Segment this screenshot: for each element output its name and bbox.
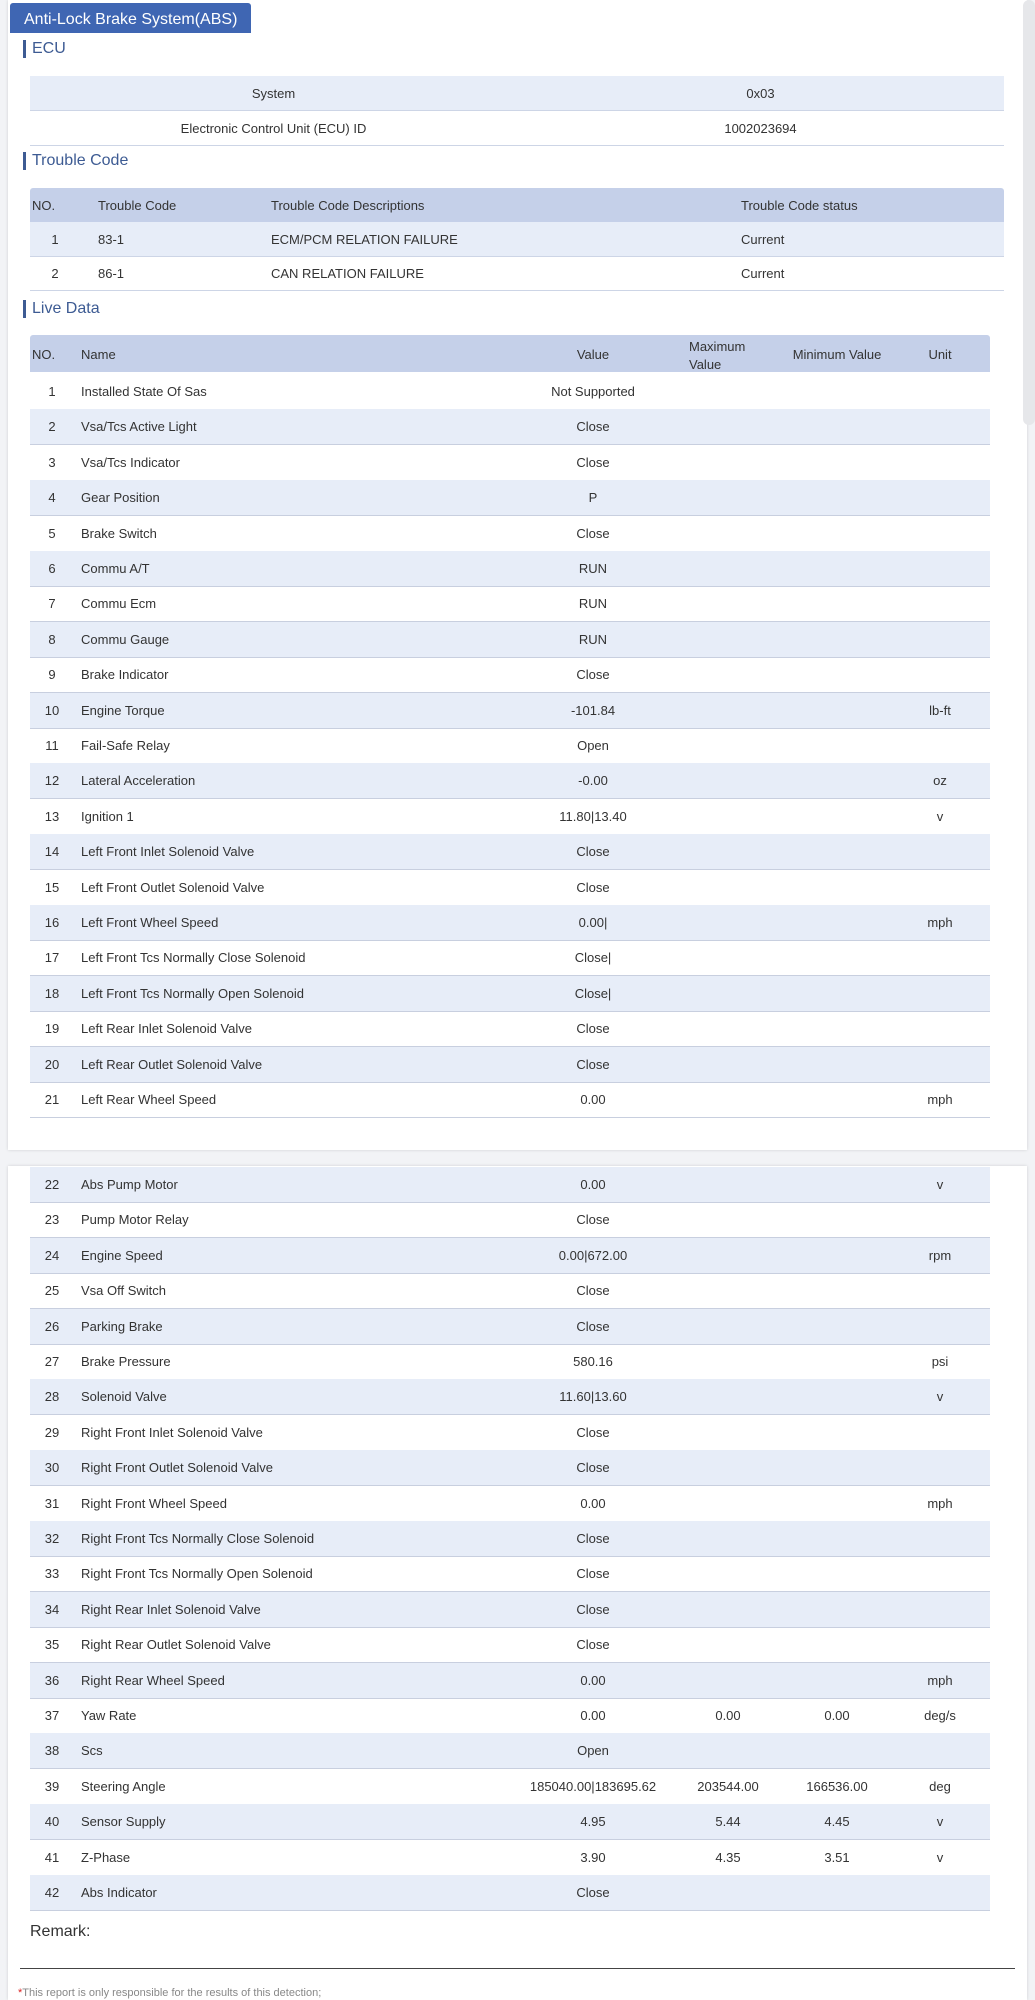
trouble-code-status: Current (741, 232, 785, 247)
live-data-unit: mph (927, 915, 953, 930)
live-data-no: 25 (44, 1283, 60, 1299)
live-data-no: 19 (44, 1021, 60, 1037)
live-data-row (30, 1698, 990, 1734)
live-data-row (30, 1592, 990, 1628)
live-data-name: Engine Torque (81, 702, 165, 718)
live-data-unit: mph (927, 1672, 953, 1688)
live-data-unit: oz (933, 773, 947, 789)
live-data-name: Vsa/Tcs Active Light (81, 419, 197, 435)
live-data-unit: deg/s (924, 1708, 956, 1723)
live-data-no: 9 (48, 667, 56, 683)
live-data-header (30, 335, 990, 372)
ecu-row (30, 76, 1004, 111)
live-data-value: 0.00| (578, 915, 608, 930)
live-data-unit: v (936, 808, 944, 824)
live-data-value: 0.00 (580, 1092, 606, 1107)
header-name: Name (81, 347, 116, 362)
live-data-no: 14 (44, 844, 60, 860)
live-data-no: 37 (44, 1708, 60, 1723)
live-data-no: 42 (44, 1885, 60, 1900)
footnote (18, 1987, 321, 1999)
live-data-value: P (588, 490, 598, 506)
trouble-code-header (30, 188, 1004, 222)
live-data-no: 6 (48, 561, 56, 576)
remark-label: Remark: (30, 1923, 91, 1940)
live-data-no: 12 (44, 773, 60, 789)
live-data-value: RUN (578, 596, 608, 612)
live-data-row (30, 728, 990, 764)
remark-divider (20, 1968, 1015, 1969)
live-data-no: 2 (48, 419, 56, 435)
live-data-row (30, 1082, 990, 1118)
live-data-name: Right Front Tcs Normally Open Solenoid (81, 1566, 313, 1582)
header-trouble-code-descriptions: Trouble Code Descriptions (271, 198, 425, 213)
live-data-row (30, 586, 990, 622)
live-data-value: Close (576, 1460, 610, 1476)
live-data-no: 24 (44, 1247, 60, 1263)
header-value: Value (576, 347, 610, 362)
live-data-no: 18 (44, 985, 60, 1001)
live-data-value: RUN (578, 631, 608, 647)
live-data-name: Right Front Wheel Speed (81, 1495, 227, 1511)
live-data-value: Close (576, 1283, 610, 1299)
live-data-name: Sensor Supply (81, 1814, 166, 1830)
live-data-name: Installed State Of Sas (81, 384, 207, 399)
live-data-row (30, 480, 990, 516)
live-data-row (30, 1486, 990, 1522)
live-data-name: Left Front Outlet Solenoid Valve (81, 879, 265, 895)
live-data-value: 0.00 (580, 1708, 606, 1723)
live-data-name: Parking Brake (81, 1318, 163, 1334)
live-data-name: Left Front Tcs Normally Open Solenoid (81, 985, 305, 1001)
live-data-row (30, 622, 990, 658)
live-data-row (30, 940, 990, 976)
live-data-max: 0.00 (715, 1708, 741, 1723)
live-data-no: 34 (44, 1601, 60, 1617)
ecu-label: Electronic Control Unit (ECU) ID (180, 121, 367, 136)
live-data-name: Commu A/T (81, 561, 150, 576)
live-data-name: Engine Speed (81, 1247, 163, 1263)
live-data-unit: psi (931, 1354, 949, 1369)
live-data-row (30, 1273, 990, 1309)
live-data-no: 32 (44, 1531, 60, 1546)
live-data-row (30, 1769, 990, 1805)
live-data-min: 0.00 (824, 1708, 850, 1723)
live-data-row (30, 1875, 990, 1911)
live-data-no: 33 (44, 1566, 60, 1582)
trouble-code-status: Current (741, 266, 785, 281)
trouble-code-id: 83-1 (98, 232, 125, 247)
live-data-no: 17 (44, 950, 60, 966)
live-data-no: 28 (44, 1389, 60, 1405)
live-data-row (30, 657, 990, 693)
live-data-row (30, 374, 990, 410)
live-data-unit: mph (927, 1092, 953, 1107)
live-data-value: -101.84 (570, 702, 616, 718)
live-data-no: 7 (48, 596, 56, 612)
live-data-no: 20 (44, 1056, 60, 1072)
live-data-no: 21 (44, 1092, 60, 1107)
header-no: NO. (32, 198, 56, 213)
live-data-name: Brake Indicator (81, 667, 169, 683)
live-data-row (30, 799, 990, 835)
live-data-no: 16 (44, 915, 60, 930)
live-data-value: Close (576, 1318, 610, 1334)
live-data-row (30, 1379, 990, 1415)
live-data-value: Close| (574, 950, 612, 966)
live-data-row (30, 763, 990, 799)
live-data-name: Left Front Wheel Speed (81, 915, 219, 930)
live-data-name: Commu Ecm (81, 596, 157, 612)
live-data-min: 3.51 (824, 1849, 850, 1865)
live-data-value: 0.00 (580, 1177, 606, 1192)
trouble-code-row (30, 222, 1004, 257)
ecu-row (30, 111, 1004, 146)
live-data-row (30, 1840, 990, 1876)
live-data-unit: lb-ft (929, 702, 951, 718)
live-data-max: 203544.00 (697, 1778, 759, 1794)
live-data-no: 23 (44, 1212, 60, 1228)
live-data-unit: v (936, 1814, 944, 1830)
live-data-value: Close (576, 1885, 610, 1900)
live-data-row (30, 1309, 990, 1345)
live-data-no: 4 (48, 490, 56, 506)
live-data-unit: deg (929, 1778, 951, 1794)
live-data-value: 0.00|672.00 (558, 1247, 628, 1263)
live-data-unit: v (936, 1177, 944, 1192)
live-data-row (30, 1521, 990, 1557)
live-data-no: 11 (45, 738, 59, 753)
live-data-value: Close (576, 1566, 610, 1582)
trouble-code-row (30, 256, 1004, 291)
live-data-value: Open (577, 1743, 609, 1759)
live-data-name: Vsa/Tcs Indicator (81, 454, 180, 470)
live-data-name: Lateral Acceleration (81, 773, 196, 789)
live-data-row (30, 1415, 990, 1451)
live-data-value: -0.00 (578, 773, 608, 789)
live-data-value: Close (576, 454, 610, 470)
live-data-no: 15 (44, 879, 60, 895)
live-data-no: 36 (44, 1672, 60, 1688)
header-trouble-code-status: Trouble Code status (741, 198, 858, 213)
live-data-unit: v (936, 1389, 944, 1405)
live-data-value: 4.95 (580, 1814, 606, 1830)
section-title-ecu: ECU (23, 40, 66, 58)
live-data-row (30, 1047, 990, 1083)
live-data-value: Open (577, 738, 609, 753)
live-data-row (30, 834, 990, 870)
header-unit: Unit (928, 347, 952, 362)
live-data-value: 3.90 (580, 1849, 606, 1865)
live-data-value: Close (576, 1056, 610, 1072)
live-data-no: 3 (48, 454, 56, 470)
live-data-value: Close (576, 1531, 610, 1546)
trouble-code-no: 2 (51, 266, 59, 281)
live-data-no: 13 (44, 808, 60, 824)
live-data-name: Yaw Rate (81, 1708, 137, 1723)
live-data-row (30, 693, 990, 729)
live-data-unit: mph (927, 1495, 953, 1511)
live-data-value: 11.60|13.60 (559, 1389, 627, 1405)
live-data-row (30, 1804, 990, 1840)
live-data-no: 31 (44, 1495, 60, 1511)
live-data-value: Close (576, 879, 610, 895)
live-data-value: Close (576, 1637, 610, 1653)
live-data-row (30, 516, 990, 552)
live-data-row (30, 1202, 990, 1238)
footnote-text: This report is only responsible for the results of this detection; (22, 1987, 322, 1999)
live-data-name: Vsa Off Switch (81, 1283, 167, 1299)
report-title: Anti-Lock Brake System(ABS) (10, 3, 251, 33)
live-data-name: Commu Gauge (81, 631, 170, 647)
live-data-no: 35 (44, 1637, 60, 1653)
live-data-name: Left Rear Inlet Solenoid Valve (81, 1021, 253, 1037)
live-data-no: 29 (44, 1424, 60, 1440)
live-data-min: 166536.00 (806, 1778, 868, 1794)
ecu-label: System (251, 86, 296, 101)
header-maximum-value: Maximum Value (689, 339, 746, 372)
trouble-code-description: CAN RELATION FAILURE (271, 266, 424, 281)
header-minimum-value: Minimum Value (792, 347, 882, 362)
live-data-name: Solenoid Valve (81, 1389, 167, 1405)
live-data-row (30, 1011, 990, 1047)
live-data-value: Close (576, 525, 610, 541)
live-data-value: Close (576, 1424, 610, 1440)
live-data-value: Close (576, 667, 610, 683)
live-data-value: Not Supported (551, 384, 635, 399)
header-trouble-code: Trouble Code (98, 198, 177, 213)
live-data-row (30, 1450, 990, 1486)
live-data-no: 26 (44, 1318, 60, 1334)
live-data-value: 580.16 (573, 1354, 613, 1369)
ecu-value: 0x03 (746, 86, 775, 101)
live-data-no: 22 (44, 1177, 60, 1192)
live-data-no: 38 (44, 1743, 60, 1759)
live-data-name: Right Rear Wheel Speed (81, 1672, 225, 1688)
asterisk-icon: * (18, 1987, 23, 1999)
live-data-name: Pump Motor Relay (81, 1212, 189, 1228)
live-data-no: 30 (44, 1460, 60, 1476)
live-data-name: Steering Angle (81, 1778, 166, 1794)
live-data-name: Left Front Inlet Solenoid Valve (81, 844, 255, 860)
live-data-name: Z-Phase (81, 1849, 131, 1865)
live-data-name: Right Front Tcs Normally Close Solenoid (81, 1531, 315, 1546)
live-data-row (30, 1344, 990, 1380)
trouble-code-description: ECM/PCM RELATION FAILURE (271, 232, 458, 247)
live-data-name: Left Rear Outlet Solenoid Valve (81, 1056, 263, 1072)
live-data-value: Close| (574, 985, 612, 1001)
live-data-row (30, 1238, 990, 1274)
live-data-max: 4.35 (715, 1849, 741, 1865)
live-data-name: Abs Pump Motor (81, 1177, 178, 1192)
live-data-name: Right Front Inlet Solenoid Valve (81, 1424, 263, 1440)
live-data-name: Right Rear Inlet Solenoid Valve (81, 1601, 261, 1617)
live-data-row (30, 551, 990, 587)
live-data-row (30, 445, 990, 481)
live-data-row (30, 1627, 990, 1663)
live-data-no: 40 (44, 1814, 60, 1830)
live-data-no: 10 (44, 702, 60, 718)
live-data-name: Left Front Tcs Normally Close Solenoid (81, 950, 306, 966)
live-data-value: 0.00 (580, 1495, 606, 1511)
live-data-name: Fail-Safe Relay (81, 738, 170, 753)
live-data-row (30, 1556, 990, 1592)
live-data-value: RUN (578, 561, 608, 576)
live-data-row (30, 409, 990, 445)
trouble-code-id: 86-1 (98, 266, 125, 281)
header-no: NO. (32, 347, 56, 362)
live-data-name: Left Rear Wheel Speed (81, 1092, 217, 1107)
live-data-row (30, 1733, 990, 1769)
live-data-row (30, 870, 990, 906)
live-data-value: Close (576, 1601, 610, 1617)
live-data-name: Ignition 1 (81, 808, 134, 824)
live-data-value: Close (576, 1021, 610, 1037)
live-data-row (30, 976, 990, 1012)
live-data-row (30, 1663, 990, 1699)
live-data-name: Right Rear Outlet Solenoid Valve (81, 1637, 271, 1653)
live-data-no: 1 (48, 384, 56, 399)
live-data-name: Scs (81, 1743, 103, 1759)
live-data-max: 5.44 (715, 1814, 741, 1830)
live-data-value: Close (576, 1212, 610, 1228)
live-data-value: 11.80|13.40 (559, 808, 627, 824)
live-data-value: Close (576, 419, 610, 435)
live-data-value: 0.00 (580, 1672, 606, 1688)
live-data-no: 41 (44, 1849, 60, 1865)
live-data-unit: v (936, 1849, 944, 1865)
live-data-row (30, 1167, 990, 1203)
scrollbar[interactable] (1023, 0, 1035, 425)
live-data-name: Gear Position (81, 490, 160, 506)
live-data-no: 8 (48, 631, 56, 647)
live-data-name: Brake Pressure (81, 1354, 171, 1369)
live-data-name: Right Front Outlet Solenoid Valve (81, 1460, 273, 1476)
section-title-trouble-code: Trouble Code (23, 152, 128, 170)
live-data-value: 185040.00|183695.62 (529, 1778, 657, 1794)
live-data-value: Close (576, 844, 610, 860)
trouble-code-no: 1 (51, 232, 59, 247)
section-title-live-data: Live Data (23, 300, 100, 318)
live-data-min: 4.45 (824, 1814, 850, 1830)
live-data-name: Abs Indicator (81, 1885, 157, 1900)
live-data-no: 39 (44, 1778, 60, 1794)
live-data-no: 27 (44, 1354, 60, 1369)
ecu-value: 1002023694 (724, 121, 797, 136)
live-data-name: Brake Switch (81, 525, 157, 541)
live-data-unit: rpm (928, 1247, 952, 1263)
live-data-row (30, 905, 990, 941)
live-data-no: 5 (48, 525, 56, 541)
